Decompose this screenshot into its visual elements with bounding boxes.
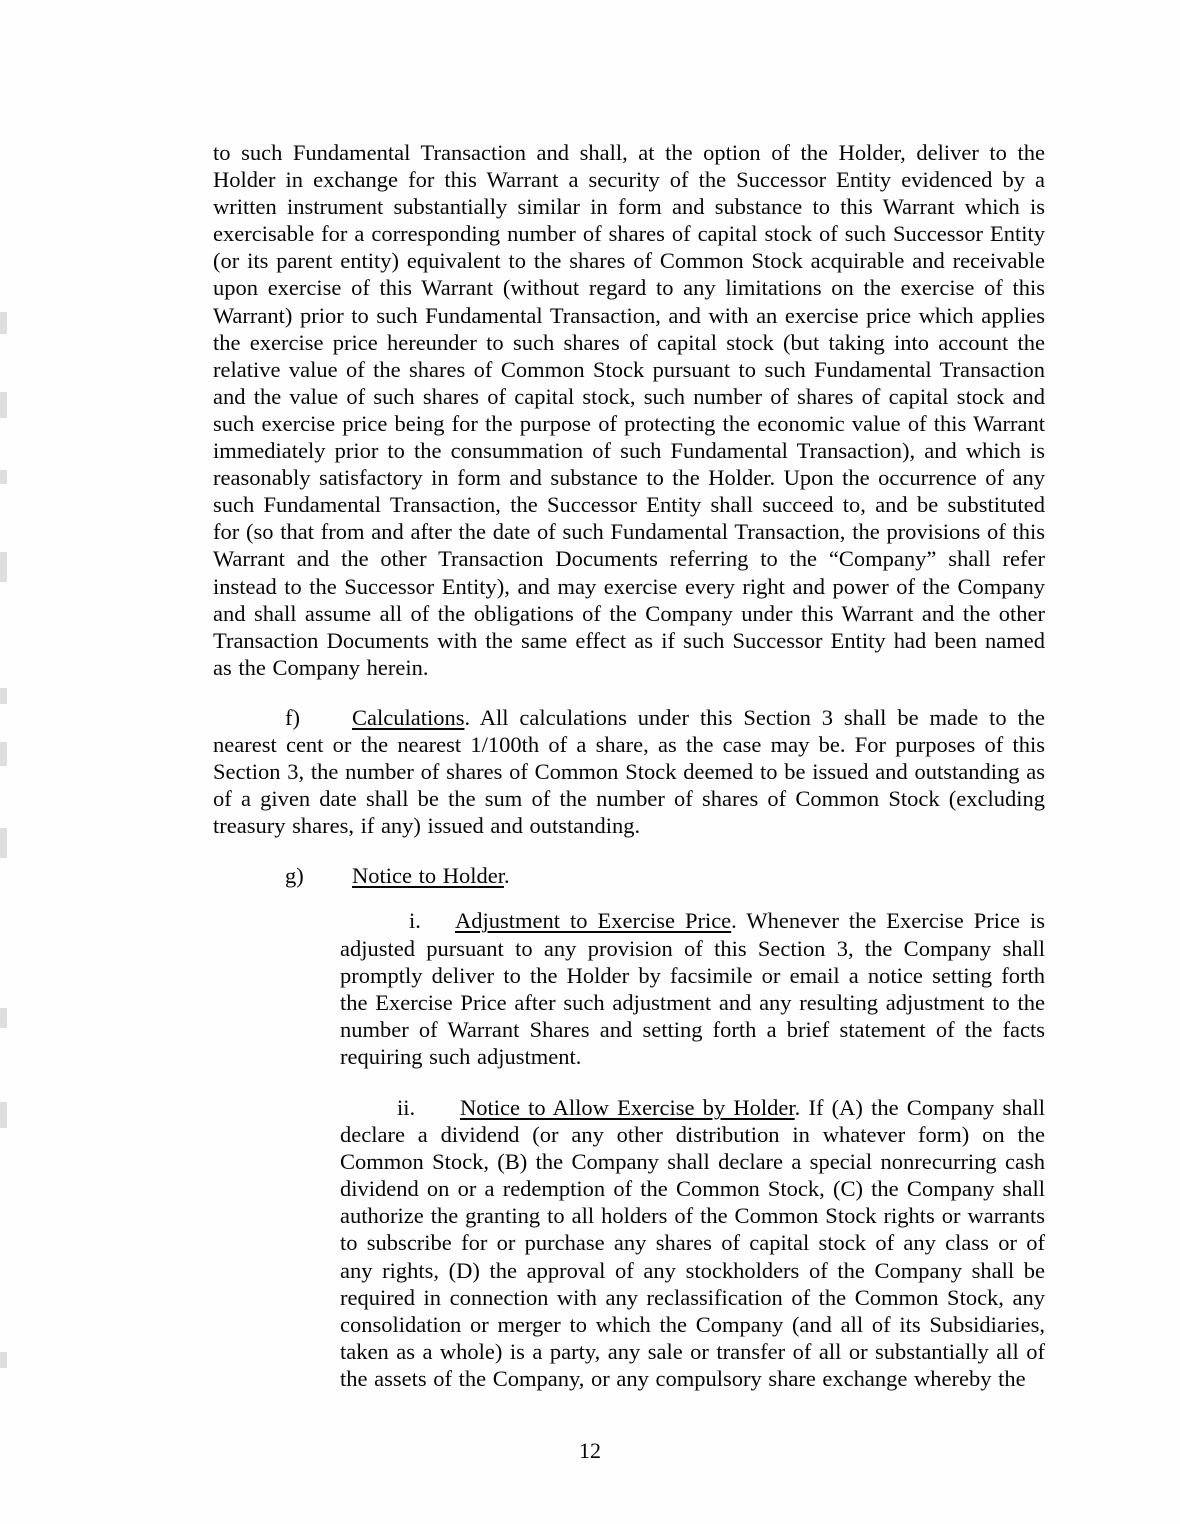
- item-ii-paragraph: [340, 1094, 1045, 1392]
- section-g-paragraph: [213, 862, 1045, 889]
- item-ii-heading: Notice to Allow Exercise by Holder: [460, 1095, 795, 1120]
- section-f-paragraph: [213, 704, 1045, 839]
- scan-artifact: [0, 1102, 7, 1128]
- item-i-heading: Adjustment to Exercise Price: [455, 908, 732, 934]
- intro-paragraph: to such Fundamental Transaction and shall, at the option of the Holder, deliver to the Holder in exchange for this Warrant a security of the Successor Entity evidenced by a written instrument substantially similar in form and substance to this Warrant which is exercisable for a corresponding number of shares of capital stock of such Successor Entity (or its parent entity) equivalent to the shares of Common Stock acquirable and receivable upon exercise of this Warrant (without regard to any limitations on the exercise of this Warrant) prior to such Fundamental Transaction, and with an exercise price which applies the exercise price hereunder to such shares of capital stock (but taking into account the relative value of the shares of Common Stock pursuant to such Fundamental Transaction and the value of such shares of capital stock, such number of shares of capital stock and such exercise price being for the purpose of protecting the economic value of this Warrant immediately prior to the consummation of such Fundamental Transaction), and which is reasonably satisfactory in form and substance to the Holder. Upon the occurrence of any such Fundamental Transaction, the Successor Entity shall succeed to, and be substituted for (so that from and after the date of such Fundamental Transaction, the provisions of this Warrant and the other Transaction Documents referring to the “Company” shall refer instead to the Successor Entity), and may exercise every right and power of the Company and shall assume all of the obligations of the Company under this Warrant and the other Transaction Documents with the same effect as if such Successor Entity had been named as the Company herein.: [213, 140, 1045, 680]
- section-g-body: .: [503, 863, 510, 889]
- section-f-label: f): [285, 704, 300, 730]
- item-i-body: . Whenever the Exercise Price is adjusted pursuant to any provision of this Section 3, the Company shall promptly deliver to the Holder by facsimile or email a notice setting forth the Exercise Price after such adjustment and any resulting adjustment to the number of Warrant Shares and setting forth a brief statement of the facts requiring such adjustment.: [340, 908, 1045, 1069]
- scan-artifact: [0, 828, 7, 858]
- scan-artifact: [0, 470, 7, 484]
- scan-artifact: [0, 688, 7, 704]
- item-ii-body: . If (A) the Company shall declare a dividend (or any other distribution in whatever form) on the Common Stock, (B) the Company shall declare a special nonrecurring cash dividend on or a redemption of the Common Stock, (C) the Company shall authorize the granting to all holders of the Common Stock rights or warrants to subscribe for or purchase any shares of capital stock of any class or of any rights, (D) the approval of any stockholders of the Company shall be required in connection with any reclassification of the Common Stock, any consolidation or merger to which the Company (and all of its Subsidiaries, taken as a whole) is a party, any sale or transfer of all or substantially all of the assets of the Company, or any compulsory share exchange whereby the: [340, 1095, 1045, 1391]
- item-ii-label: ii.: [397, 1095, 416, 1120]
- section-f-body: . All calculations under this Section 3 shall be made to the nearest cent or the nearest 1/100th of a share, as the case may be. For purposes of this Section 3, the number of shares of Common Stock deemed to be issued and outstanding as of a given date shall be the sum of the number of shares of Common Stock (excluding treasury shares, if any) issued and outstanding.: [213, 704, 1045, 839]
- page-number: 12: [579, 1438, 601, 1463]
- scan-artifact: [0, 742, 7, 766]
- scan-artifact: [0, 312, 7, 334]
- scan-artifact: [0, 552, 7, 582]
- scan-artifact: [0, 1352, 7, 1368]
- scan-artifact: [0, 1008, 7, 1028]
- section-f-heading: Calculations: [352, 704, 465, 730]
- scan-artifact: [0, 392, 7, 418]
- page-content: [213, 139, 1045, 1392]
- section-g-label: g): [285, 863, 304, 889]
- notice-subsections: [340, 907, 1045, 1392]
- item-i-paragraph: [340, 907, 1045, 1070]
- section-g-heading: Notice to Holder: [352, 863, 504, 889]
- item-i-label: i.: [409, 908, 421, 934]
